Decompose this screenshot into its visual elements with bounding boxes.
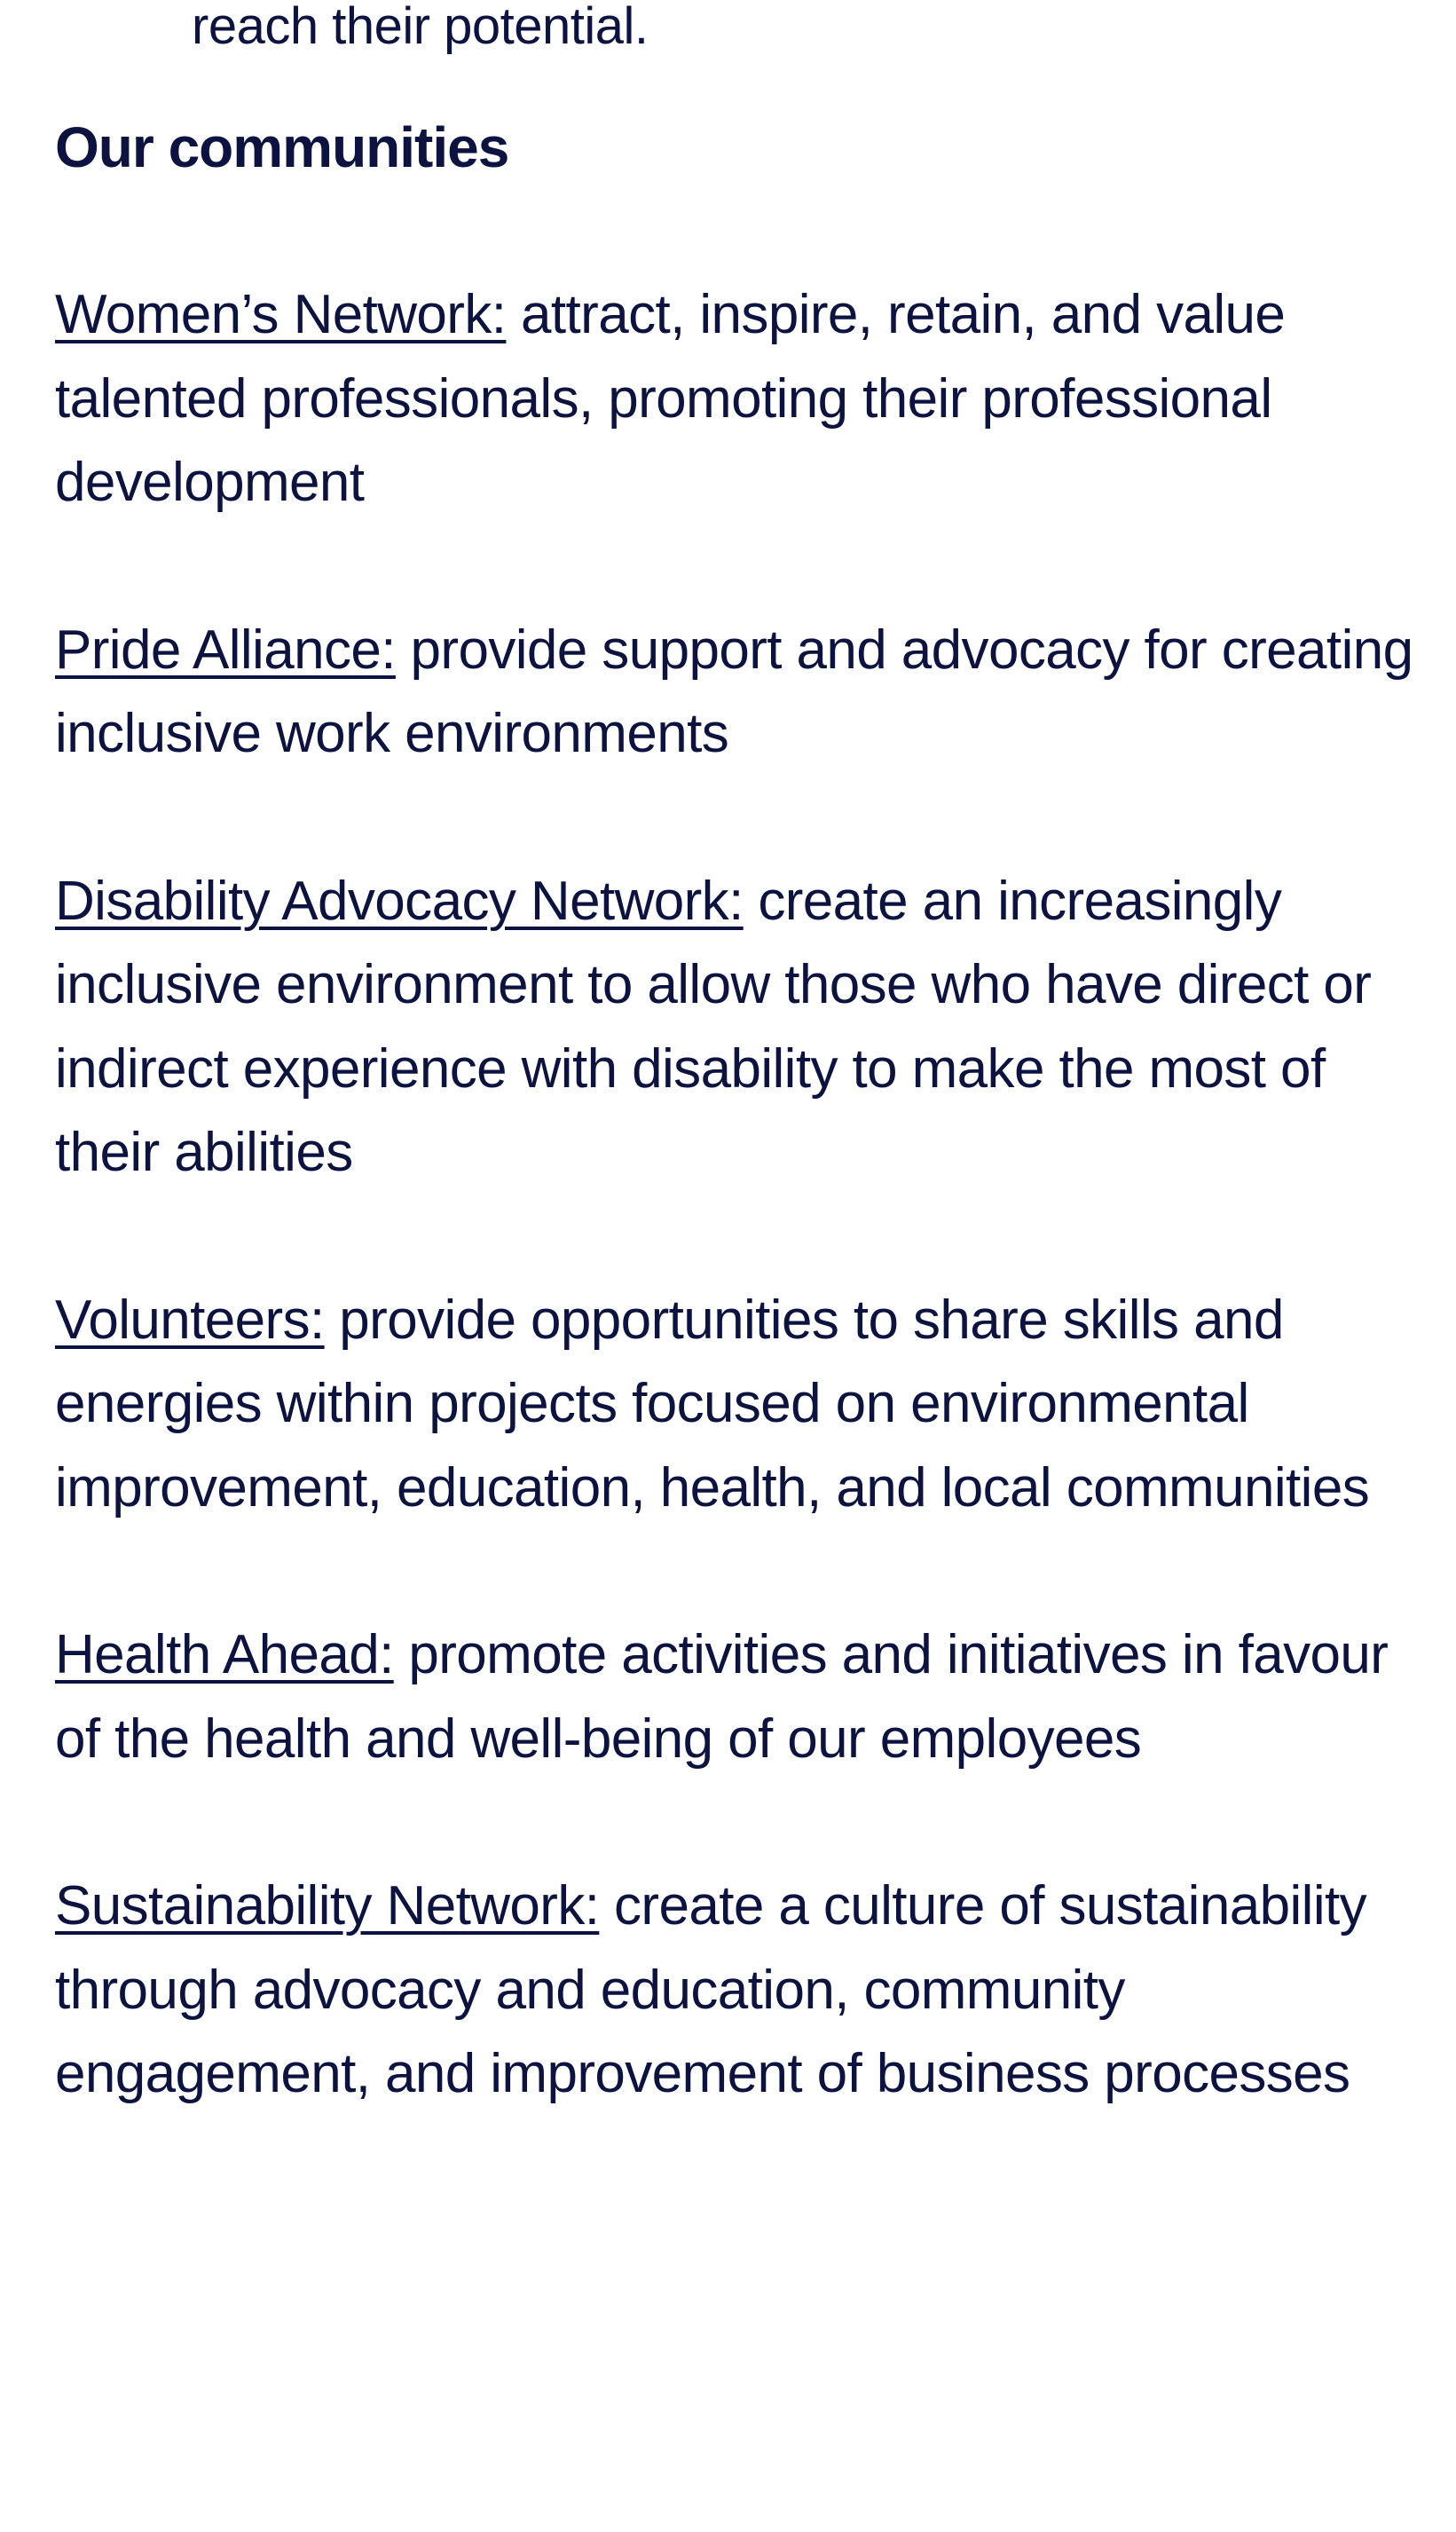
community-description: attract, inspire, retain, and value talented professionals, promoting their professional development bbox=[55, 284, 1286, 513]
pride-alliance-link[interactable]: Pride Alliance: bbox=[55, 619, 396, 681]
community-description: promote activities and initiatives in favour of the health and well-being of our employees bbox=[55, 1624, 1389, 1770]
sustainability-network-link[interactable]: Sustainability Network: bbox=[55, 1875, 600, 1936]
disability-advocacy-network-link[interactable]: Disability Advocacy Network: bbox=[55, 870, 744, 932]
health-ahead-link[interactable]: Health Ahead: bbox=[55, 1624, 394, 1685]
community-description: provide support and advocacy for creating inclusive work environments bbox=[55, 619, 1413, 764]
section-heading: Our communities bbox=[55, 115, 509, 179]
community-item-pride-alliance bbox=[55, 609, 1439, 777]
volunteers-link[interactable]: Volunteers: bbox=[55, 1289, 325, 1351]
community-item-health-ahead bbox=[55, 1613, 1439, 1781]
intro-text: reach their potential. bbox=[192, 0, 649, 55]
community-description: provide opportunities to share skills and energies within projects focused on environmental improvement, education, health, and local communities bbox=[55, 1289, 1370, 1518]
community-item-volunteers bbox=[55, 1279, 1439, 1531]
community-description: create an increasingly inclusive environment to allow those who have direct or indirect experience with disability to make the most of their abilities bbox=[55, 870, 1372, 1183]
community-item-disability-advocacy-network bbox=[55, 860, 1439, 1195]
communities-list bbox=[55, 273, 1439, 2200]
community-item-sustainability-network bbox=[55, 1865, 1439, 2117]
community-item-womens-network bbox=[55, 273, 1439, 525]
womens-network-link[interactable]: Women’s Network: bbox=[55, 284, 507, 345]
community-description: create a culture of sustainability through advocacy and education, community engagement, and improvement of business processes bbox=[55, 1875, 1367, 2104]
